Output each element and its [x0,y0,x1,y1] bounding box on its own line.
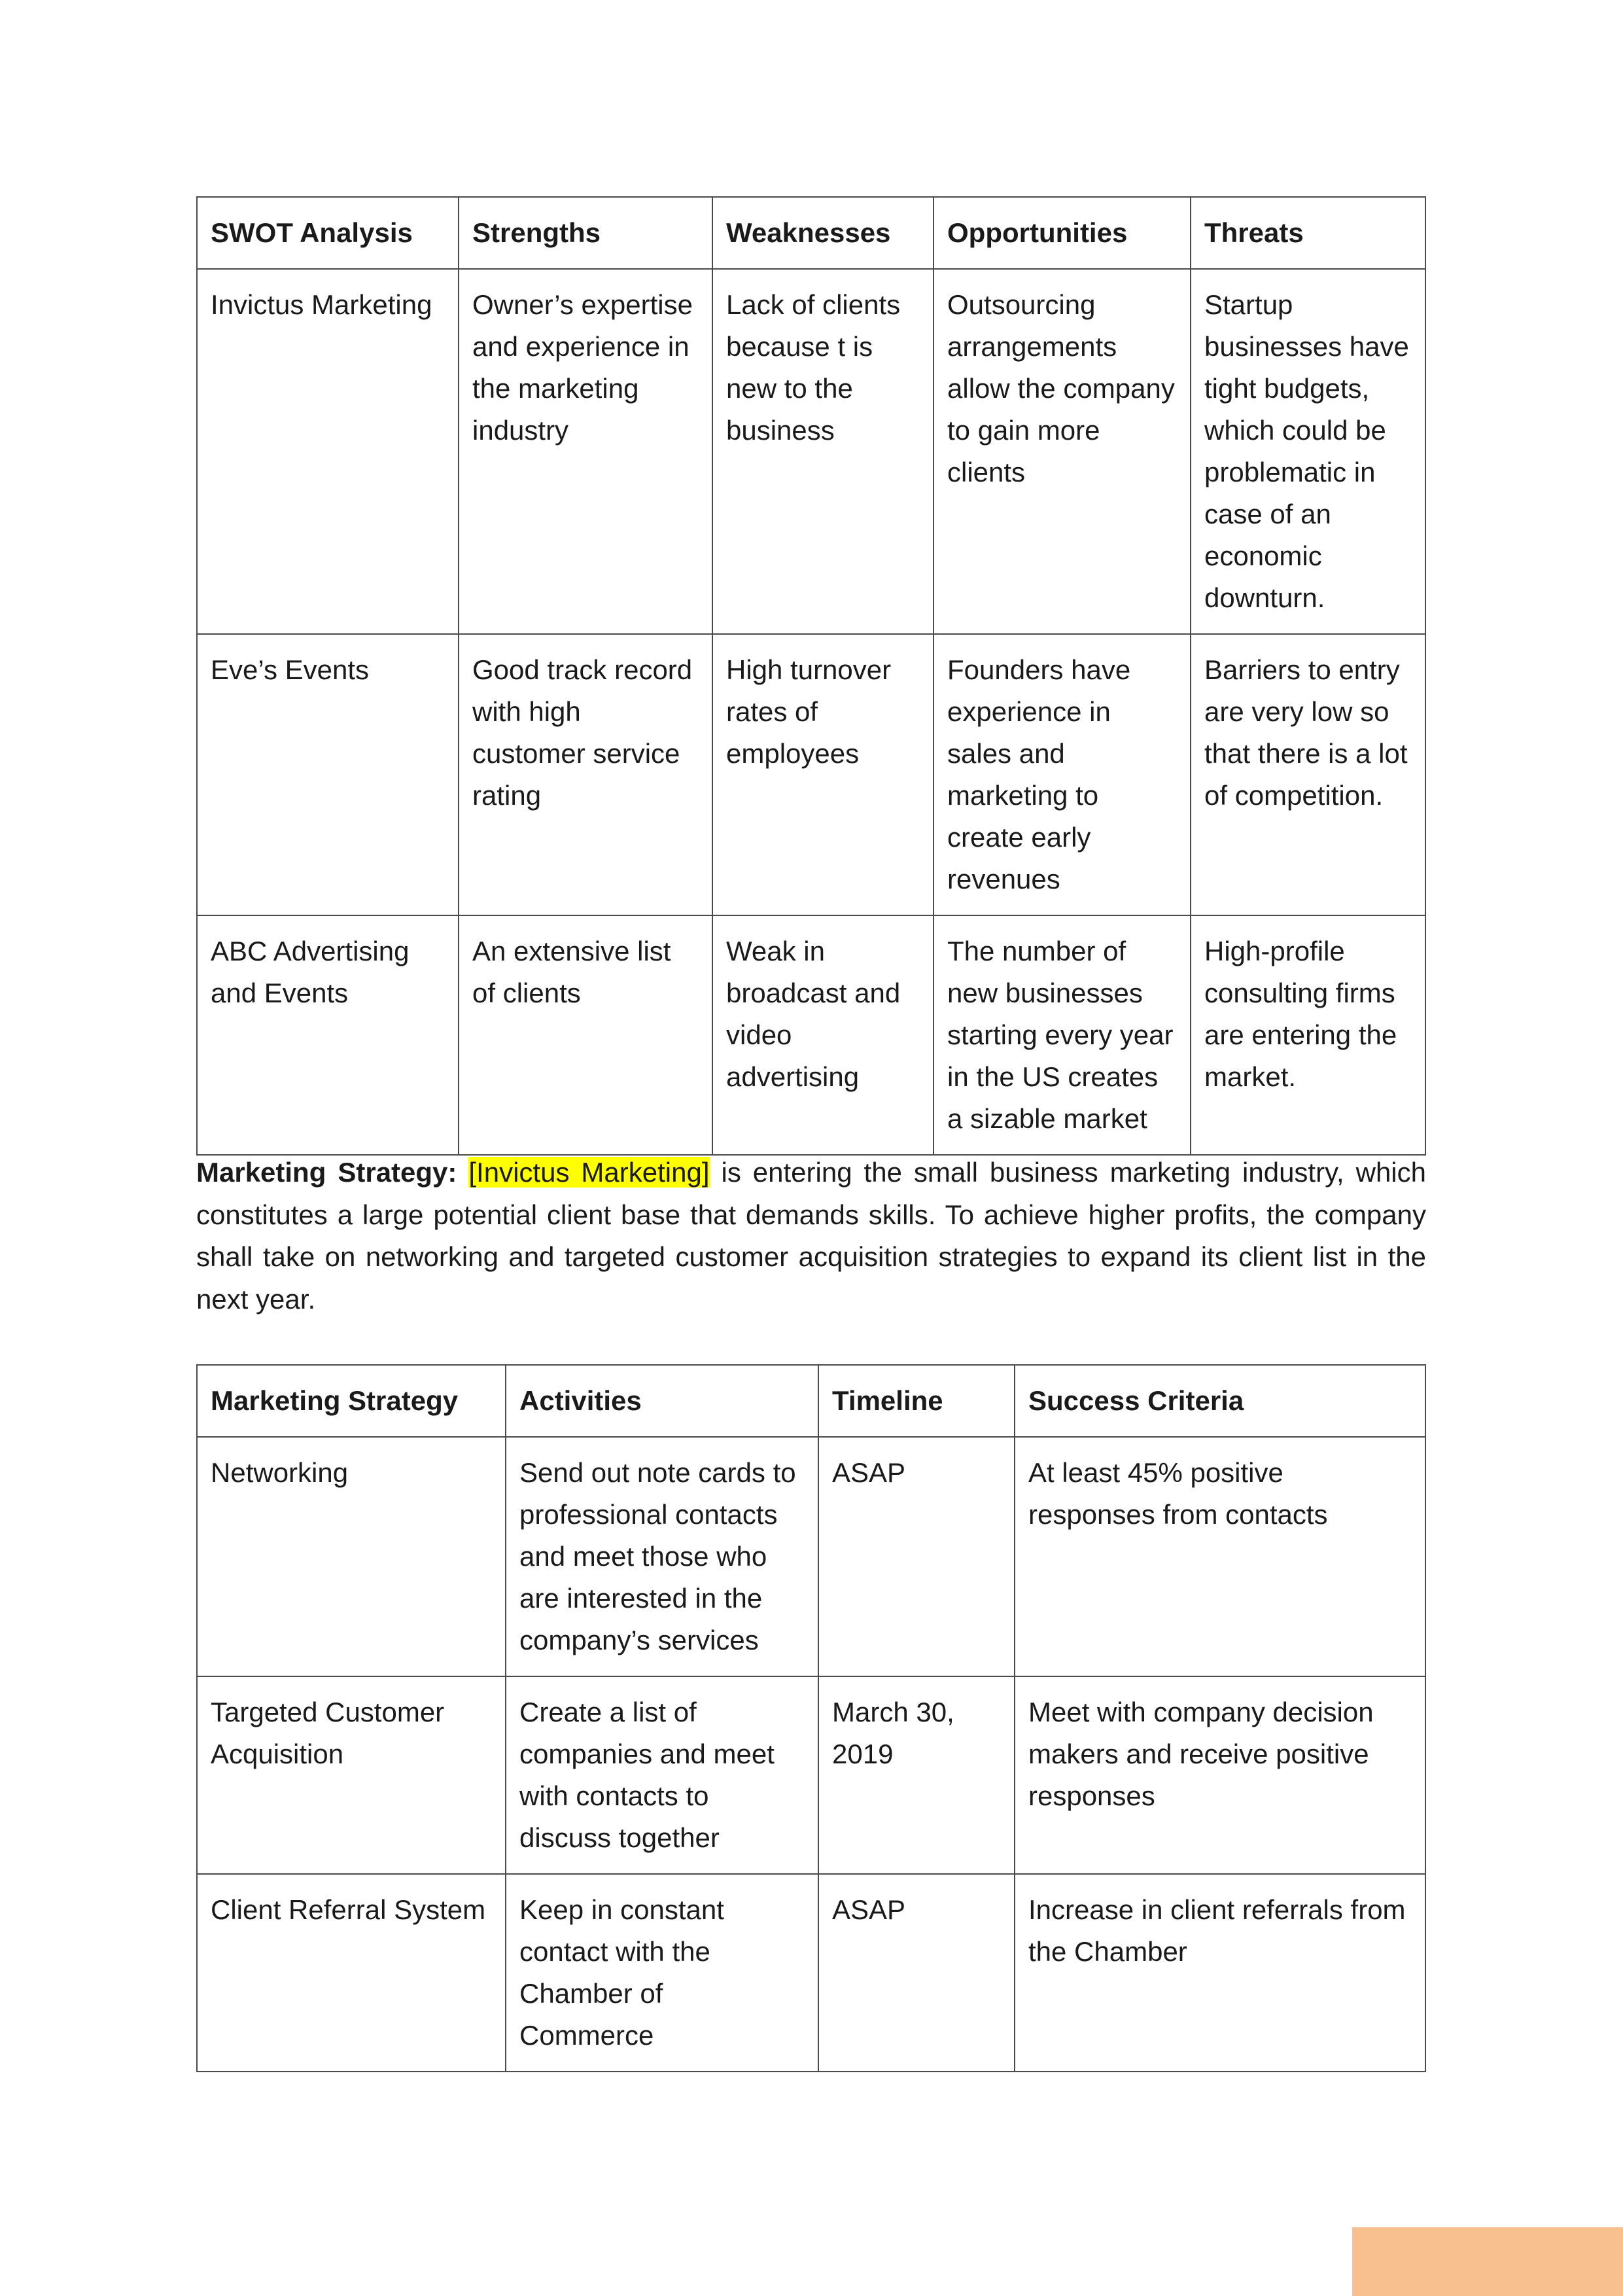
table-cell: ABC Advertising and Events [197,915,459,1155]
table-cell: ASAP [818,1874,1015,2072]
swot-header-cell: Threats [1191,197,1425,269]
table-cell: Startup businesses have tight budgets, which could be problematic in case of an economic downturn. [1191,269,1425,634]
table-cell: ASAP [818,1437,1015,1676]
table-cell: March 30, 2019 [818,1676,1015,1874]
table-cell: High turnover rates of employees [712,634,934,915]
table-cell: Meet with company decision makers and receive positive responses [1015,1676,1425,1874]
table-cell: Keep in constant contact with the Chamber of Commerce [506,1874,818,2072]
highlighted-company-name: [Invictus Marketing] [468,1157,710,1188]
swot-header-cell: Strengths [459,197,712,269]
table-cell: Good track record with high customer service rating [459,634,712,915]
table-cell: Increase in client referrals from the Chamber [1015,1874,1425,2072]
strategy-header-row [197,1365,1425,1437]
table-cell: An extensive list of clients [459,915,712,1155]
table-cell: Founders have experience in sales and marketing to create early revenues [934,634,1191,915]
swot-header-cell: SWOT Analysis [197,197,459,269]
strategy-header-cell: Marketing Strategy [197,1365,506,1437]
swot-header-row [197,197,1425,269]
marketing-strategy-paragraph [196,1152,1426,1320]
table-row [197,1676,1425,1874]
table-cell: Invictus Marketing [197,269,459,634]
swot-header-cell: Opportunities [934,197,1191,269]
table-cell: Barriers to entry are very low so that there is a lot of competition. [1191,634,1425,915]
table-cell: Send out note cards to professional contacts and meet those who are interested in the company’s services [506,1437,818,1676]
decorative-corner-block [1352,2227,1623,2296]
strategy-header-cell: Activities [506,1365,818,1437]
table-cell: Create a list of companies and meet with contacts to discuss together [506,1676,818,1874]
table-row [197,1437,1425,1676]
table-row [197,269,1425,634]
table-cell: Client Referral System [197,1874,506,2072]
table-cell: Weak in broadcast and video advertising [712,915,934,1155]
table-cell: Owner’s expertise and experience in the marketing industry [459,269,712,634]
paragraph-lead: Marketing Strategy: [196,1157,457,1188]
marketing-strategy-table [196,1364,1426,2072]
table-row [197,915,1425,1155]
table-cell: High-profile consulting firms are entering the market. [1191,915,1425,1155]
table-row [197,634,1425,915]
table-cell: Lack of clients because t is new to the business [712,269,934,634]
swot-table [196,196,1426,1156]
table-row [197,1874,1425,2072]
table-cell: Targeted Customer Acquisition [197,1676,506,1874]
strategy-header-cell: Timeline [818,1365,1015,1437]
table-cell: Networking [197,1437,506,1676]
swot-header-cell: Weaknesses [712,197,934,269]
table-cell: At least 45% positive responses from contacts [1015,1437,1425,1676]
paragraph-body: is entering the small business marketing industry, which constitutes a large potential client base that demands skills. To achieve higher profits, the company shall take on networking and targeted customer acquisition strategies to expand its client list in the next year. [196,1157,1426,1315]
strategy-header-cell: Success Criteria [1015,1365,1425,1437]
table-cell: Outsourcing arrangements allow the company to gain more clients [934,269,1191,634]
table-cell: Eve’s Events [197,634,459,915]
table-cell: The number of new businesses starting every year in the US creates a sizable market [934,915,1191,1155]
